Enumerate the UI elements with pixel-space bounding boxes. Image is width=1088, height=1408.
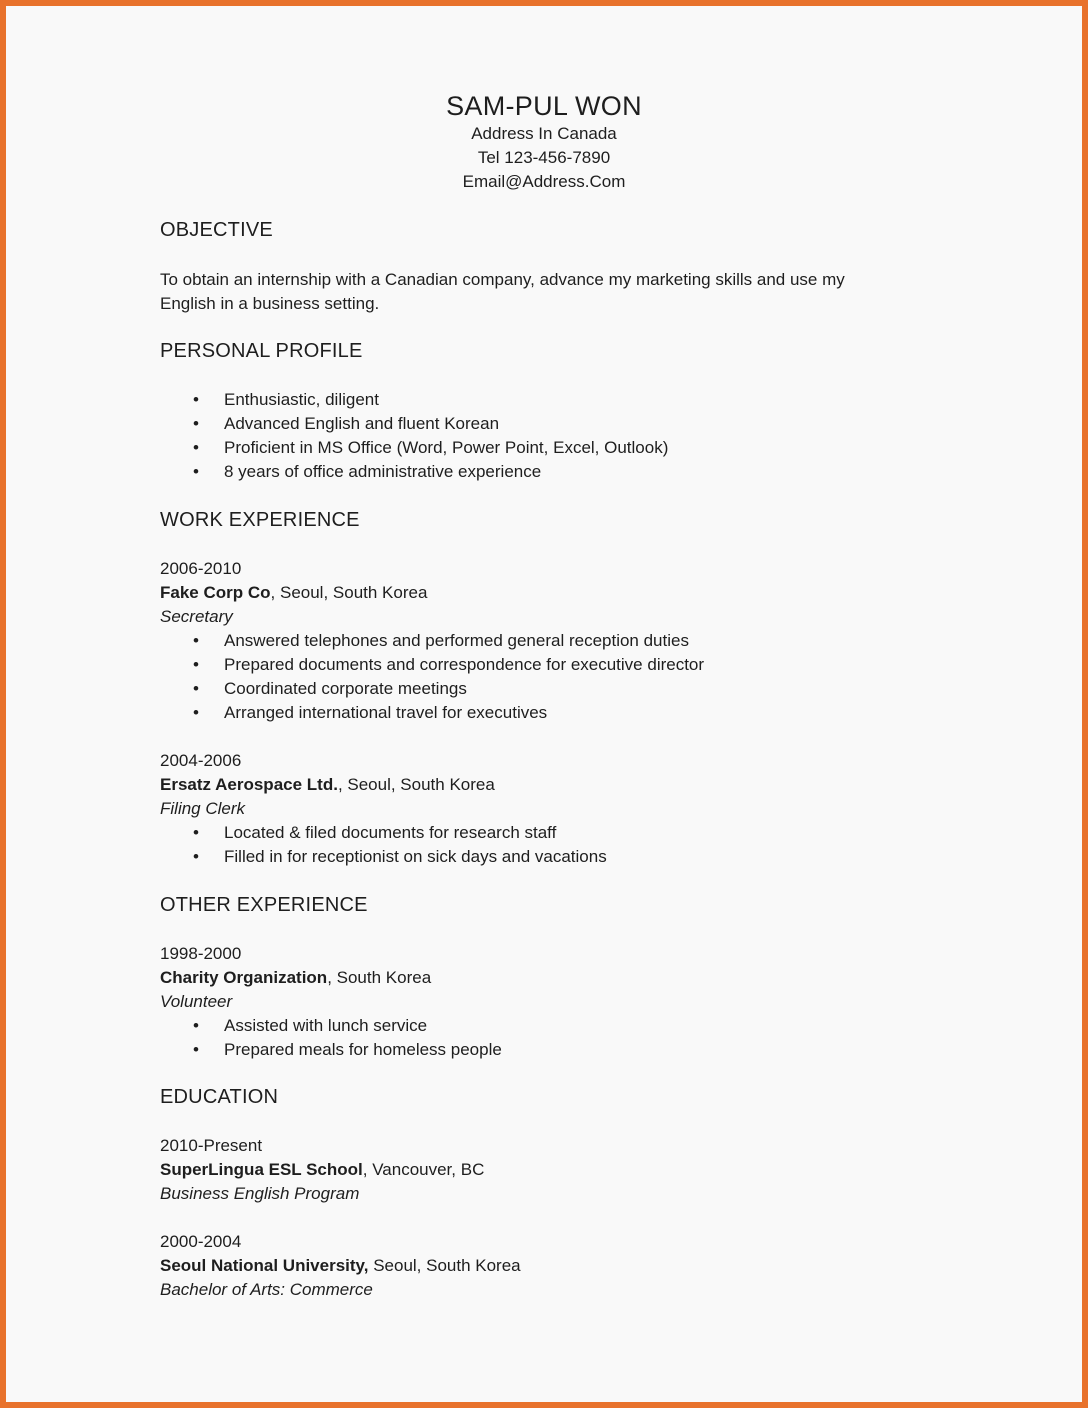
job-employer: Ersatz Aerospace Ltd. <box>160 775 338 794</box>
education-location: Seoul, South Korea <box>368 1256 521 1275</box>
list-item-text: 8 years of office administrative experience <box>224 462 542 481</box>
job-dates: 2006-2010 <box>160 559 242 578</box>
other-duties-list <box>160 1014 920 1062</box>
job-duties-list <box>160 821 920 869</box>
list-item <box>160 412 920 436</box>
list-item <box>160 821 920 845</box>
list-item-text: Prepared documents and correspondence for executive director <box>224 655 705 674</box>
other-header <box>160 942 920 1014</box>
other-location: , South Korea <box>327 968 432 987</box>
job-dates: 2004-2006 <box>160 751 242 770</box>
other-org-line <box>160 966 920 990</box>
bullet-icon: • <box>193 462 199 481</box>
job-header <box>160 557 920 629</box>
work-heading: WORK EXPERIENCE <box>160 509 360 531</box>
profile-list <box>160 388 920 484</box>
list-item <box>160 701 920 725</box>
education-entry <box>160 1230 920 1302</box>
job-location: , Seoul, South Korea <box>337 775 495 794</box>
other-org: Charity Organization <box>160 968 328 987</box>
education-school: Seoul National University, <box>160 1256 369 1275</box>
bullet-icon: • <box>193 847 199 866</box>
other-dates: 1998-2000 <box>160 944 242 963</box>
resume-page <box>6 6 1082 1402</box>
bullet-icon: • <box>193 823 199 842</box>
job-employer: Fake Corp Co <box>160 583 271 602</box>
address-line: Address In Canada <box>471 124 617 143</box>
phone-line: Tel 123-456-7890 <box>477 148 611 167</box>
bullet-icon: • <box>193 414 199 433</box>
list-item-text: Prepared meals for homeless people <box>224 1040 502 1059</box>
list-item-text: Answered telephones and performed general reception duties <box>224 631 689 650</box>
list-item-text: Advanced English and fluent Korean <box>224 414 500 433</box>
job-duties-list <box>160 629 920 725</box>
objective-line: English in a business setting. <box>160 294 380 313</box>
list-item-text: Arranged international travel for executives <box>224 703 548 722</box>
education-school: SuperLingua ESL School <box>160 1160 363 1179</box>
bullet-icon: • <box>193 438 199 457</box>
list-item <box>160 460 920 484</box>
list-item-text: Enthusiastic, diligent <box>224 390 379 409</box>
resume-header <box>166 90 922 194</box>
job-role: Secretary <box>160 607 233 626</box>
objective-line: To obtain an internship with a Canadian company, advance my marketing skills and use my <box>160 270 845 289</box>
bullet-icon: • <box>193 655 199 674</box>
list-item <box>160 845 920 869</box>
job-header <box>160 749 920 821</box>
education-entry <box>160 1134 920 1206</box>
job-employer-line <box>160 581 920 605</box>
list-item <box>160 436 920 460</box>
job-location: , Seoul, South Korea <box>270 583 428 602</box>
list-item <box>160 1014 920 1038</box>
list-item <box>160 653 920 677</box>
job-role: Filing Clerk <box>160 799 246 818</box>
profile-heading: PERSONAL PROFILE <box>160 340 363 362</box>
list-item-text: Assisted with lunch service <box>224 1016 428 1035</box>
bullet-icon: • <box>193 631 199 650</box>
education-dates: 2010-Present <box>160 1136 263 1155</box>
education-dates: 2000-2004 <box>160 1232 242 1251</box>
bullet-icon: • <box>193 1040 199 1059</box>
list-item <box>160 388 920 412</box>
objective-heading: OBJECTIVE <box>160 219 273 241</box>
list-item-text: Filled in for receptionist on sick days and vacations <box>224 847 607 866</box>
list-item-text: Coordinated corporate meetings <box>224 679 467 698</box>
candidate-name: SAM-PUL WON <box>446 91 642 121</box>
list-item <box>160 677 920 701</box>
bullet-icon: • <box>193 703 199 722</box>
education-program: Business English Program <box>160 1184 360 1203</box>
job-employer-line <box>160 773 920 797</box>
education-school-line <box>160 1254 920 1278</box>
list-item-text: Located & filed documents for research staff <box>224 823 557 842</box>
other-heading: OTHER EXPERIENCE <box>160 894 368 916</box>
education-program: Bachelor of Arts: Commerce <box>160 1280 373 1299</box>
education-school-line <box>160 1158 920 1182</box>
other-role: Volunteer <box>160 992 233 1011</box>
bullet-icon: • <box>193 679 199 698</box>
education-location: , Vancouver, BC <box>362 1160 485 1179</box>
list-item <box>160 1038 920 1062</box>
list-item-text: Proficient in MS Office (Word, Power Point, Excel, Outlook) <box>224 438 669 457</box>
email-line: Email@Address.Com <box>462 172 626 191</box>
list-item <box>160 629 920 653</box>
education-heading: EDUCATION <box>160 1086 279 1108</box>
objective-text <box>160 268 920 316</box>
bullet-icon: • <box>193 1016 199 1035</box>
bullet-icon: • <box>193 390 199 409</box>
